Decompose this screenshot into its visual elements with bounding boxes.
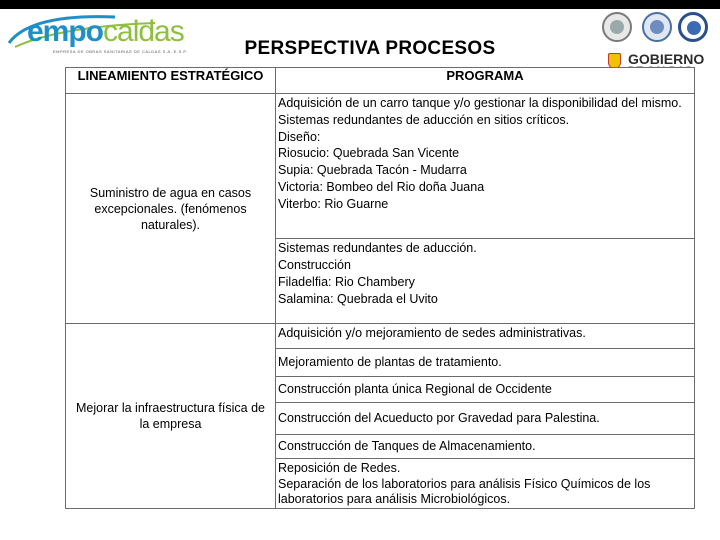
programa-line: Salamina: Quebrada el Uvito [278, 291, 438, 306]
programa-line: Adquisición de un carro tanque y/o gestionar la disponibilidad del mismo. [278, 96, 682, 110]
programa-cell [276, 403, 695, 435]
process-table [65, 67, 695, 509]
lineamiento-cell: Suministro de agua en casos excepcionales. (fenómenos naturales). [66, 94, 276, 324]
seal-icon [602, 12, 632, 42]
programa-line: Sistemas redundantes de aducción. [278, 241, 477, 256]
programa-line: Construcción [278, 258, 351, 273]
programa-line: Adquisición y/o mejoramiento de sedes administrativas. [278, 326, 586, 340]
table-row [66, 94, 695, 239]
programa-line: Reposición de Redes. [278, 461, 401, 475]
programa-line: Viterbo: Rio Guarne [278, 196, 389, 211]
certification-seal-icon [642, 12, 672, 42]
top-bar [0, 0, 720, 9]
icontec-seal-icon [678, 12, 708, 42]
column-header-programa: PROGRAMA [276, 68, 695, 94]
programa-line: Riosucio: Quebrada San Vicente [278, 146, 460, 161]
gobierno-caldas-line1: GOBIERNO [628, 51, 705, 67]
programa-line: Construcción de Tanques de Almacenamiento. [278, 439, 536, 454]
programa-cell [276, 324, 695, 349]
programa-cell [276, 94, 695, 239]
page-title: PERSPECTIVA PROCESOS [244, 38, 496, 59]
programa-line: Victoria: Bombeo del Rio doña Juana [278, 179, 485, 194]
lineamiento-cell: Mejorar la infraestructura física de la empresa [66, 324, 276, 509]
programa-line: Sistemas redundantes de aducción en sitios críticos. [278, 112, 570, 127]
empocaldas-logo [5, 11, 188, 57]
programa-cell [276, 377, 695, 403]
programa-line: Diseño: [278, 129, 321, 144]
logo-wordmark-part2: caldas [103, 15, 184, 48]
table-row [66, 324, 695, 349]
programa-cell [276, 349, 695, 377]
programa-cell [276, 459, 695, 509]
programa-line: Supia: Quebrada Tacón - Mudarra [278, 163, 467, 178]
column-header-lineamiento: LINEAMIENTO ESTRATÉGICO [66, 68, 276, 94]
programa-cell [276, 435, 695, 459]
programa-line: Separación de los laboratorios para análisis Físico Químicos de los laboratorios para análisis Microbiológicos. [278, 476, 651, 506]
programa-line: Mejoramiento de plantas de tratamiento. [278, 355, 502, 370]
logo-tagline: EMPRESA DE OBRAS SANITARIAS DE CALDAS S.A. E.S.P. [53, 49, 188, 54]
programa-line: Construcción planta única Regional de Occidente [278, 382, 552, 397]
table-header-row [66, 68, 695, 94]
programa-line: Construcción del Acueducto por Gravedad para Palestina. [278, 411, 600, 426]
programa-cell [276, 239, 695, 324]
programa-line: Filadelfia: Rio Chambery [278, 274, 415, 289]
logo-wordmark-part1: empo [27, 15, 104, 48]
